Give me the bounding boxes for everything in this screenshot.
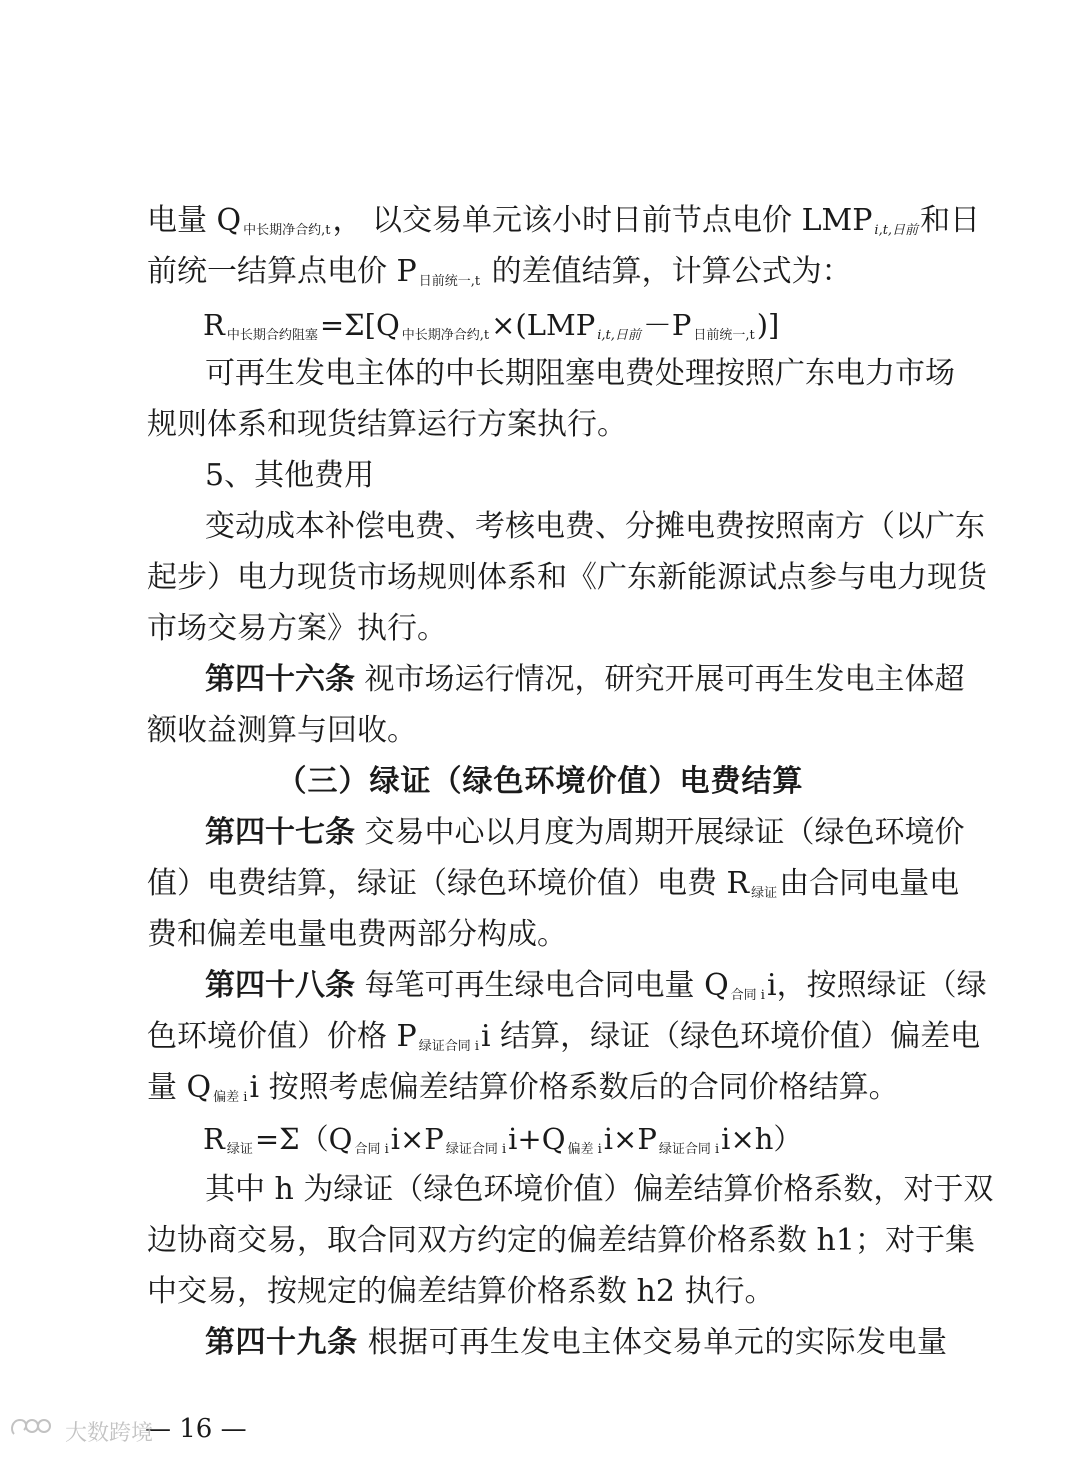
paragraph-line: 电量 Q $_{中长期净合约,t}$， 以交易单元该小时日前节点电价 LMP $_{i,t,日前}$和日 — [147, 203, 981, 238]
brand-logo-icon — [8, 1414, 54, 1446]
section-heading-green-certificate: （三）绿证（绿色环境价值）电费结算 — [276, 764, 804, 799]
article-number: 第四十九条 — [205, 1325, 358, 1360]
article-number: 第四十六条 — [205, 662, 355, 697]
section-heading-other-fees: 5、其他费用 — [205, 458, 375, 493]
article-49: 第四十九条 根据可再生发电主体交易单元的实际发电量 — [205, 1325, 948, 1360]
paragraph-line: 其中 h 为绿证（绿色环境价值）偏差结算价格系数，对于双 — [205, 1172, 994, 1207]
formula-green-certificate-fee: R $_{绿证}$=Σ（Q $_{合同 i}$i×P $_{绿证合同 i}$i+Q $_{偏差 i}$i×P $_{绿证合同 i}$i×h） — [203, 1122, 803, 1157]
paragraph-line: 可再生发电主体的中长期阻塞电费处理按照广东电力市场 — [205, 356, 955, 391]
article-46: 第四十六条 视市场运行情况，研究开展可再生发电主体超 — [205, 662, 965, 697]
paragraph-line: 规则体系和现货结算运行方案执行。 — [147, 407, 627, 442]
paragraph-line: 变动成本补偿电费、考核电费、分摊电费按照南方（以广东 — [205, 509, 985, 544]
paragraph-line: 色环境价值）价格 P $_{绿证合同 i}$i 结算，绿证（绿色环境价值）偏差电 — [147, 1019, 981, 1054]
paragraph-line: 前统一结算点电价 P $_{日前统一,t}$ 的差值结算，计算公式为： — [147, 254, 852, 289]
article-number: 第四十七条 — [205, 815, 355, 850]
page-number: — 16 — — [145, 1414, 247, 1444]
watermark: 大数跨境 — [8, 1414, 153, 1447]
paragraph-line: 中交易，按规定的偏差结算价格系数 h2 执行。 — [147, 1274, 775, 1309]
paragraph-line: 市场交易方案》执行。 — [147, 611, 447, 646]
paragraph-line: 费和偏差电量电费两部分构成。 — [147, 917, 567, 952]
paragraph-line: 边协商交易，取合同双方约定的偏差结算价格系数 h1；对于集 — [147, 1223, 975, 1258]
article-48: 第四十八条 每笔可再生绿电合同电量 Q $_{合同 i}$i，按照绿证（绿 — [205, 968, 987, 1003]
article-47: 第四十七条 交易中心以月度为周期开展绿证（绿色环境价 — [205, 815, 965, 850]
paragraph-line: 额收益测算与回收。 — [147, 713, 417, 748]
article-number: 第四十八条 — [205, 968, 355, 1003]
formula-congestion-fee: R $_{中长期合约阻塞}$=Σ[Q $_{中长期净合约,t}$×(LMP $_{i,t,日前}$－P $_{日前统一,t}$)] — [203, 308, 780, 343]
paragraph-line: 量 Q $_{偏差 i}$i 按照考虑偏差结算价格系数后的合同价格结算。 — [147, 1070, 899, 1105]
paragraph-line: 起步）电力现货市场规则体系和《广东新能源试点参与电力现货 — [147, 560, 987, 595]
paragraph-line: 值）电费结算，绿证（绿色环境价值）电费 R $_{绿证}$由合同电量电 — [147, 866, 960, 901]
